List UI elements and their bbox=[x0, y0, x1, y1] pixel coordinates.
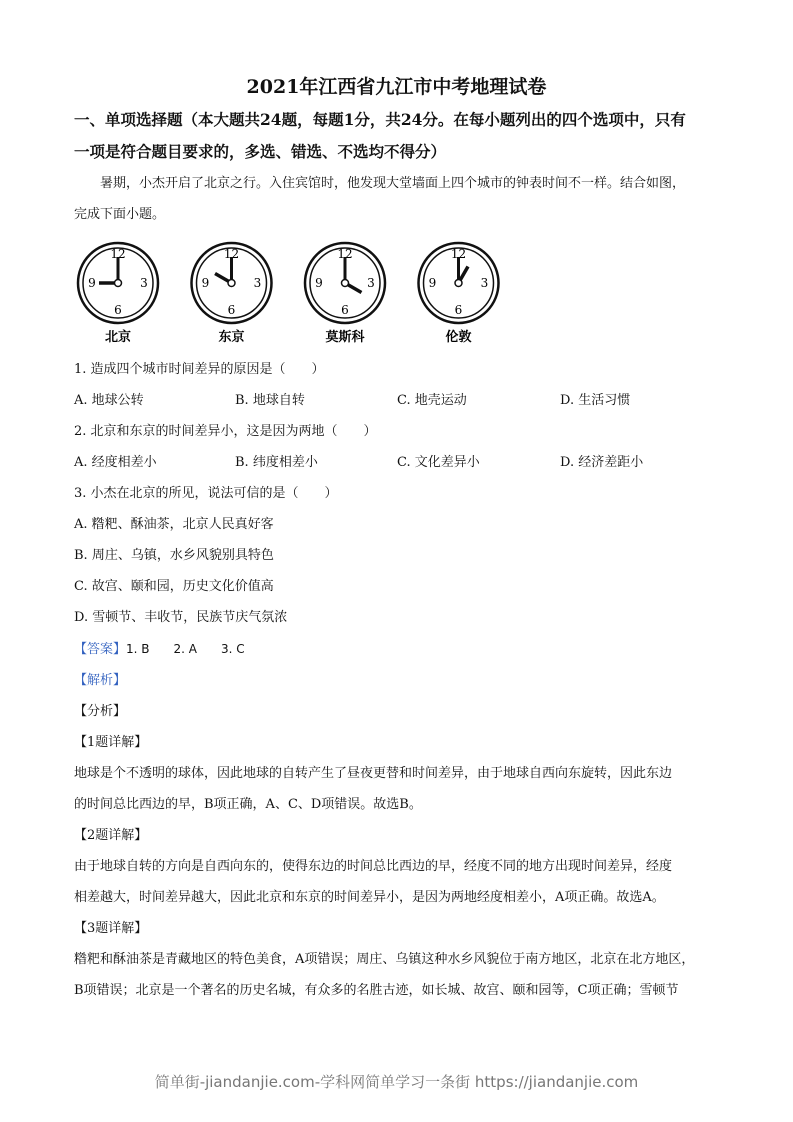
clock-number: 9 bbox=[201, 276, 210, 290]
page-title: 2021年江西省九江市中考地理试卷 bbox=[246, 76, 547, 98]
question-option: D. 雪顿节、丰收节，民族节庆气氛浓 bbox=[74, 610, 288, 625]
question-option: A. 经度相差小 bbox=[74, 455, 157, 470]
clock-number: 6 bbox=[114, 303, 122, 317]
question-option: A. 地球公转 bbox=[74, 393, 144, 408]
question-option: D. 生活习惯 bbox=[560, 393, 631, 408]
detail-label: 【2题详解】 bbox=[74, 828, 148, 843]
clock-number: 12 bbox=[110, 247, 126, 261]
intro-text-cont: 完成下面小题。 bbox=[74, 207, 166, 222]
clock bbox=[419, 243, 499, 345]
detail-text: 糌粑和酥油茶是青藏地区的特色美食，A项错误；周庄、乌镇这种水乡风貌位于南方地区，北京在北方地区， bbox=[74, 952, 695, 967]
question-option: C. 文化差异小 bbox=[397, 455, 480, 470]
clock-number: 9 bbox=[88, 276, 96, 290]
detail-label: 【1题详解】 bbox=[74, 735, 148, 750]
clock-city-label: 莫斯科 bbox=[325, 330, 365, 345]
clock-city-label: 东京 bbox=[218, 330, 245, 345]
question-option: B. 周庄、乌镇，水乡风貌别具特色 bbox=[74, 548, 274, 563]
question-option: C. 故宫、颐和园，历史文化价值高 bbox=[74, 579, 274, 594]
clock-number: 3 bbox=[140, 276, 148, 290]
clock bbox=[192, 243, 272, 345]
clock-number: 9 bbox=[315, 276, 323, 290]
question-stem: 3. 小杰在北京的所见，说法可信的是（ ） bbox=[74, 486, 338, 501]
section-heading-cont: 一项是符合题目要求的，多选、错选、不选均不得分） bbox=[74, 142, 447, 161]
clock-number: 6 bbox=[341, 303, 349, 317]
clock-number: 6 bbox=[227, 303, 236, 317]
clock-number: 9 bbox=[428, 276, 437, 290]
detail-text: 地球是个不透明的球体，因此地球的自转产生了昼夜更替和时间差异，由于地球自西向东旋转，因此东边 bbox=[74, 766, 673, 781]
clock-number: 3 bbox=[480, 276, 489, 290]
question-stem: 2. 北京和东京的时间差异小，这是因为两地（ ） bbox=[74, 424, 377, 439]
intro-text: 暑期，小杰开启了北京之行。入住宾馆时，他发现大堂墙面上四个城市的钟表时间不一样。结合如图， bbox=[100, 176, 686, 191]
question-option: D. 经济差距小 bbox=[560, 455, 644, 470]
clock-city-label: 北京 bbox=[104, 330, 132, 345]
detail-text: B项错误；北京是一个著名的历史名城，有众多的名胜古迹，如长城、故宫、颐和园等，C项正确；雪顿节 bbox=[74, 983, 679, 998]
detail-text: 由于地球自转的方向是自西向东的，使得东边的时间总比西边的早，经度不同的地方出现时间差异，经度 bbox=[74, 859, 673, 874]
clocks-figure bbox=[74, 238, 514, 350]
clock bbox=[305, 243, 385, 345]
detail-text: 相差越大，时间差异越大，因此北京和东京的时间差异小，是因为两地经度相差小，A项正确。故选A。 bbox=[74, 890, 665, 905]
answer-text: 1. B 2. A 3. C bbox=[126, 642, 245, 656]
section-heading: 一、单项选择题（本大题共24题，每题1分，共24分。在每小题列出的四个选项中，只有 bbox=[74, 110, 686, 129]
question-option: B. 地球自转 bbox=[235, 393, 305, 408]
question-option: B. 纬度相差小 bbox=[235, 455, 318, 470]
answer-line bbox=[74, 638, 245, 657]
clock-number: 3 bbox=[253, 276, 262, 290]
answer-label: 【答案】 bbox=[74, 642, 127, 657]
fenxi-label: 【分析】 bbox=[74, 704, 127, 719]
clock-city-label: 伦敦 bbox=[445, 330, 472, 345]
footer-watermark: 简单街-jiandanjie.com-学科网简单学习一条街 https://jiandanjie.com bbox=[154, 1073, 639, 1091]
clock-number: 3 bbox=[367, 276, 375, 290]
question-option: A. 糌粑、酥油茶，北京人民真好客 bbox=[74, 517, 274, 532]
clock-number: 12 bbox=[223, 247, 240, 261]
clock-number: 6 bbox=[454, 303, 463, 317]
analysis-label: 【解析】 bbox=[74, 673, 127, 688]
clock-number: 12 bbox=[450, 247, 467, 261]
question-option: C. 地壳运动 bbox=[397, 393, 467, 408]
clock-number: 12 bbox=[337, 247, 353, 261]
question-stem: 1. 造成四个城市时间差异的原因是（ ） bbox=[74, 362, 325, 377]
detail-text: 的时间总比西边的早，B项正确，A、C、D项错误。故选B。 bbox=[74, 797, 422, 812]
detail-label: 【3题详解】 bbox=[74, 921, 148, 936]
clock bbox=[78, 243, 158, 345]
